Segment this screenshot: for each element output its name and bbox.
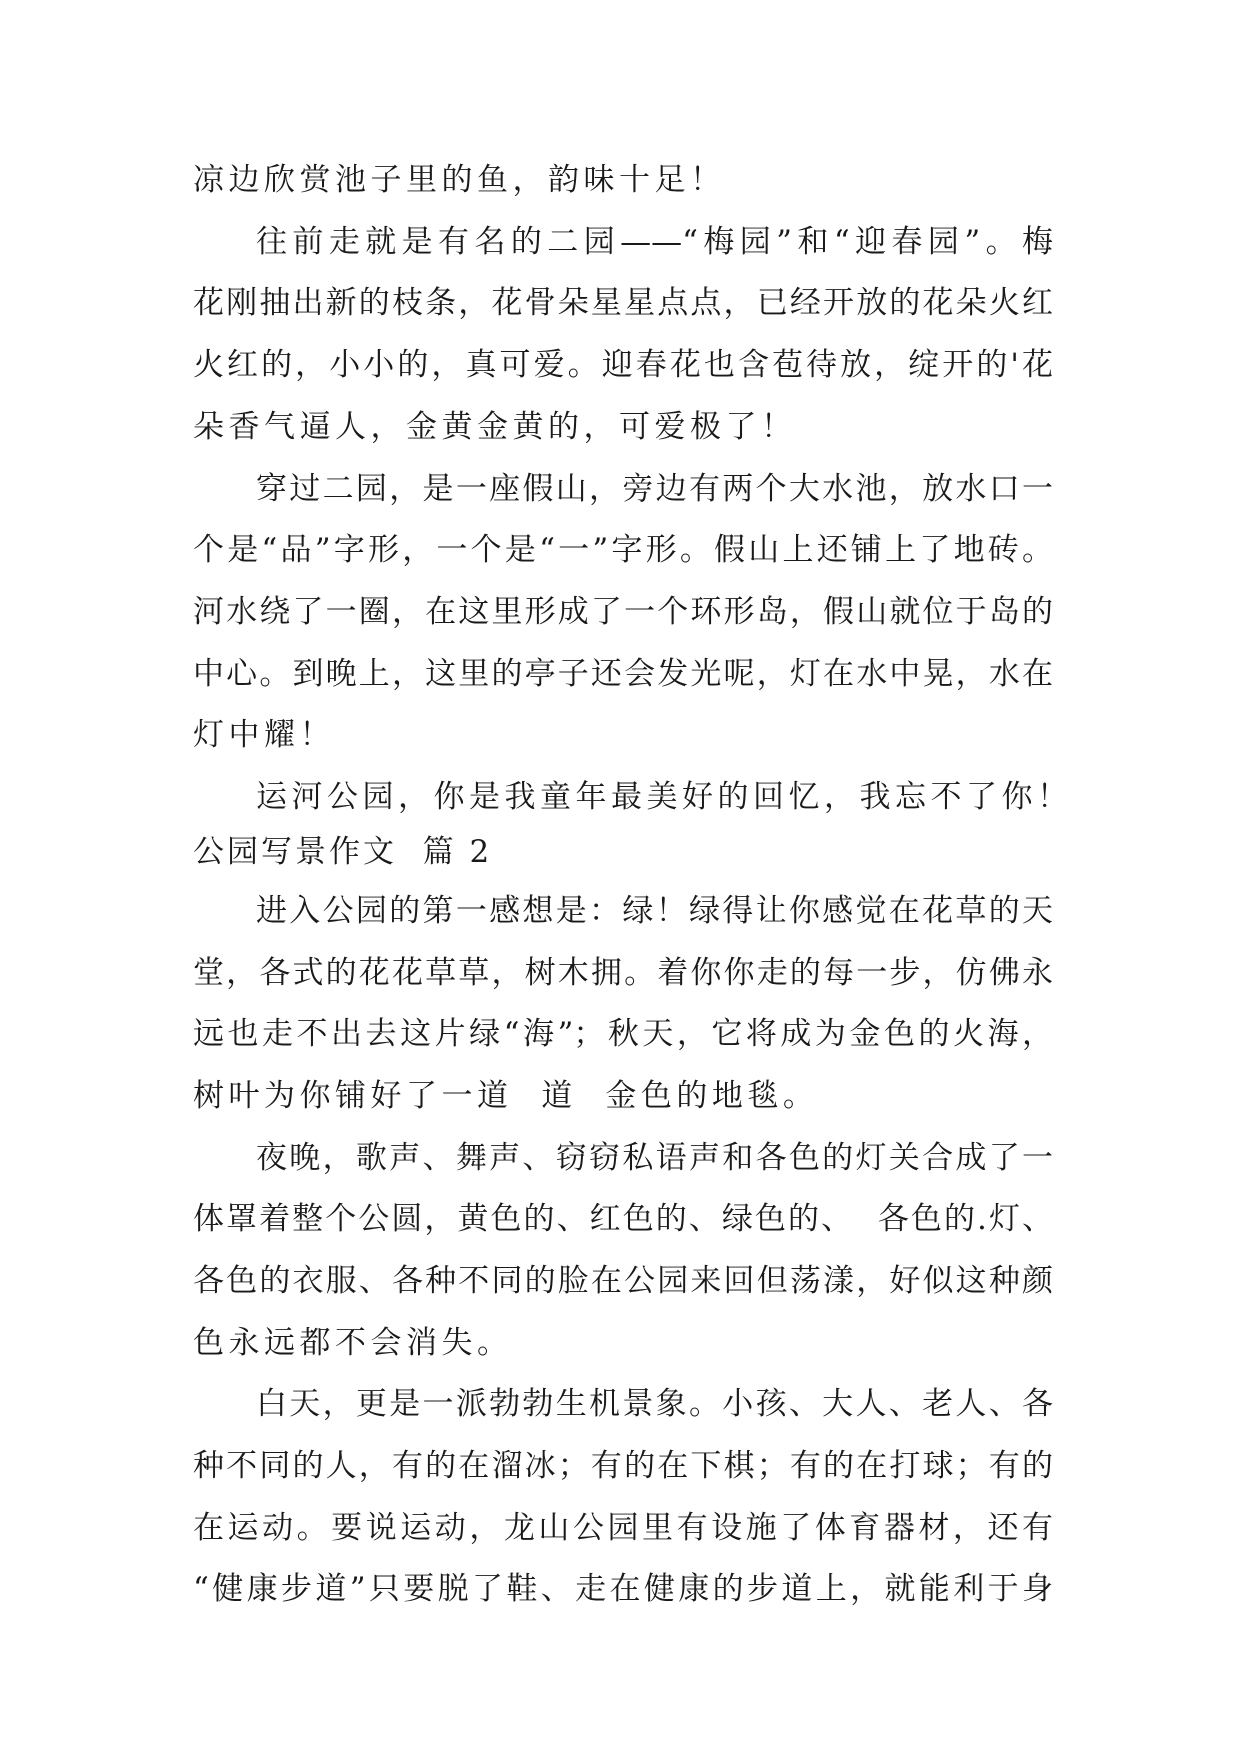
text-line: 花刚抽出新的枝条，花骨朵星星点点，已经开放的花朵火红 xyxy=(193,285,1053,321)
text-line: 体罩着整个公圆，黄色的、红色的、绿色的、 各色的.灯、 xyxy=(193,1201,1053,1237)
text-line: 河水绕了一圈，在这里形成了一个环形岛，假山就位于岛的 xyxy=(193,594,1053,630)
text-line: 个是“品”字形，一个是“一”字形。假山上还铺上了地砖。 xyxy=(193,532,1053,568)
text-line: 中心。到晚上，这里的亭子还会发光呢，灯在水中晃，水在 xyxy=(193,656,1053,692)
text-line: 朵香气逼人，金黄金黄的，可爱极了！ xyxy=(193,409,797,445)
text-line: 种不同的人，有的在溜冰；有的在下棋；有的在打球；有的 xyxy=(193,1448,1053,1484)
text-line: 白天，更是一派勃勃生机景象。小孩、大人、老人、各 xyxy=(256,1386,1053,1422)
text-line: 运河公园，你是我童年最美好的回忆，我忘不了你！ xyxy=(256,779,1073,815)
text-line: 远也走不出去这片绿“海”；秋天，它将成为金色的火海， xyxy=(193,1016,1053,1052)
text-line: “健康步道”只要脱了鞋、走在健康的步道上，就能利于身 xyxy=(193,1571,1053,1607)
section-heading: 公园写景作文 篇 2 xyxy=(193,834,493,870)
text-line: 树叶为你铺好了一道 道 金色的地毯。 xyxy=(193,1078,819,1114)
text-line: 夜晚，歌声、舞声、窃窃私语声和各色的灯关合成了一 xyxy=(256,1140,1053,1176)
text-line: 堂，各式的花花草草，树木拥。着你你走的每一步，仿佛永 xyxy=(193,955,1053,991)
text-line: 灯中耀！ xyxy=(193,717,335,753)
text-line: 在运动。要说运动，龙山公园里有设施了体育器材，还有 xyxy=(193,1510,1053,1546)
text-line: 各色的衣服、各种不同的脸在公园来回但荡漾，好似这种颜 xyxy=(193,1263,1053,1299)
text-line: 火红的，小小的，真可爱。迎春花也含苞待放，绽开的'花 xyxy=(193,347,1053,383)
text-line: 凉边欣赏池子里的鱼，韵味十足！ xyxy=(193,162,726,198)
text-line: 往前走就是有名的二园——“梅园”和“迎春园”。梅 xyxy=(256,224,1054,260)
text-line: 进入公园的第一感想是：绿！绿得让你感觉在花草的天 xyxy=(256,893,1053,929)
text-line: 色永远都不会消失。 xyxy=(193,1325,513,1361)
text-line: 穿过二园，是一座假山，旁边有两个大水池，放水口一 xyxy=(256,471,1053,507)
